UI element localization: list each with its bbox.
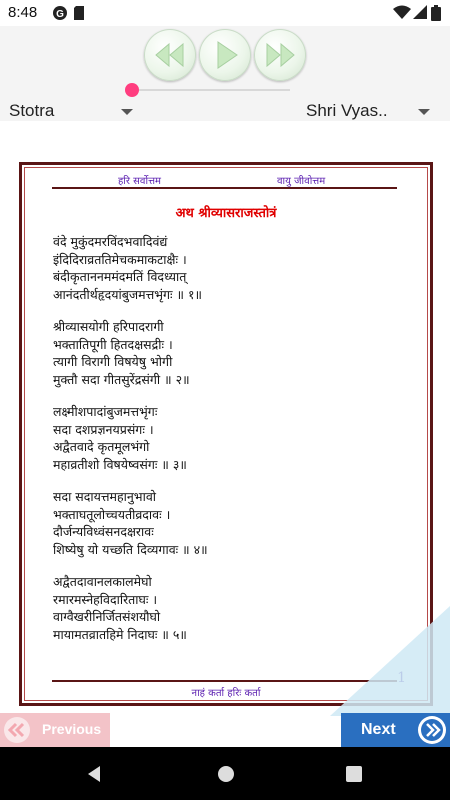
verse-1 <box>53 233 383 303</box>
verse-line: आनंदतीर्थहृदयांबुजमत्तभृंगः ॥ १॥ <box>53 286 202 302</box>
category-value: Stotra <box>9 101 55 120</box>
verse-line: शिष्येषु यो यच्छति दिव्यगावः ॥ ४॥ <box>53 541 208 557</box>
wifi-icon <box>393 5 411 20</box>
status-bar <box>0 0 450 26</box>
seek-thumb[interactable] <box>125 83 139 97</box>
verse-line: वंदे मुकुंदमरविंदभवादिवंद्यं <box>53 234 168 249</box>
verse-line: श्रीव्यासयोगी हरिपादरागी <box>53 319 164 334</box>
chevron-down-icon <box>418 109 430 115</box>
verse-2 <box>53 318 383 388</box>
double-chevron-left-icon <box>2 715 32 745</box>
fast-forward-icon <box>254 29 306 81</box>
verse-line: रमारमस्नेहविदारिताघः । <box>53 591 158 607</box>
status-time: 8:48 <box>8 4 38 21</box>
verse-3 <box>53 403 383 473</box>
svg-text:G: G <box>56 9 64 20</box>
header-left: हरि सर्वोत्तम <box>118 176 161 187</box>
rewind-icon <box>144 29 196 81</box>
play-icon <box>199 29 251 81</box>
verse-line: भक्ताघतूलोच्चयतीव्रदावः । <box>53 506 171 522</box>
verses <box>53 233 383 658</box>
previous-label: Previous <box>42 721 102 737</box>
page-curl-icon[interactable] <box>330 606 450 716</box>
verse-line: भक्तातिपूगी हितदक्षसद्रीः । <box>53 336 173 352</box>
a-badge-icon <box>52 5 68 21</box>
verse-line: महाव्रतीशो विषयेष्वसंगः ॥ ३॥ <box>53 456 187 472</box>
verse-line: अद्वैतदावानलकालमेघो <box>53 574 152 589</box>
home-icon[interactable] <box>216 764 236 784</box>
author-dropdown[interactable] <box>306 101 432 125</box>
header-rule <box>52 187 397 189</box>
verse-line: मायामतव्रातहिमे निदाघः ॥ ५॥ <box>53 626 187 642</box>
fast-forward-button[interactable] <box>254 29 306 81</box>
player-controls <box>0 26 450 121</box>
verse-line: लक्ष्मीशपादांबुजमत्तभृंगः <box>53 404 158 419</box>
verse-line: इंदिदिराव्रततिमेचकमाकटाक्षैः । <box>53 251 187 267</box>
signal-icon <box>413 5 427 20</box>
header-right: वायु जीवोत्तम <box>277 176 326 187</box>
stotra-title: अथ श्रीव्यासराजस्तोत्रं <box>175 206 277 221</box>
next-button[interactable] <box>341 713 450 747</box>
verse-line: बंदीकृताननममंदमतिं विदध्यात् <box>53 269 187 284</box>
sd-card-icon <box>73 5 85 21</box>
verse-4 <box>53 488 383 558</box>
verse-line: वाग्वैखरीनिर्जितसंशयौघो <box>53 609 161 624</box>
back-icon[interactable] <box>84 764 104 784</box>
play-button[interactable] <box>199 29 251 81</box>
recents-icon[interactable] <box>345 765 363 783</box>
system-nav-bar <box>0 747 450 800</box>
author-value: Shri Vyas.. <box>306 101 388 120</box>
rewind-button[interactable] <box>144 29 196 81</box>
verse-line: दौर्जन्यविध्वंसनदक्षरावः <box>53 524 154 539</box>
verse-line: सदा दशप्रज्ञनयप्रसंगः । <box>53 421 154 437</box>
page-footer: नाहं कर्ता हरिः कर्ता <box>191 688 261 699</box>
next-label: Next <box>361 721 396 738</box>
category-dropdown[interactable] <box>9 101 134 125</box>
verse-line: मुक्तौ सदा गीतसुरेंद्रसंगी ॥ २॥ <box>53 371 190 387</box>
battery-icon <box>431 5 441 21</box>
verse-line: त्यागी विरागी विषयेषु भोगी <box>53 354 173 369</box>
verse-line: अद्वैतवादे कृतमूलभंगो <box>53 439 150 454</box>
previous-button[interactable] <box>0 713 110 747</box>
seek-bar[interactable] <box>132 89 290 91</box>
double-chevron-right-icon <box>416 714 448 746</box>
verse-line: सदा सदायत्तमहानुभावो <box>53 489 157 504</box>
chevron-down-icon <box>121 109 133 115</box>
